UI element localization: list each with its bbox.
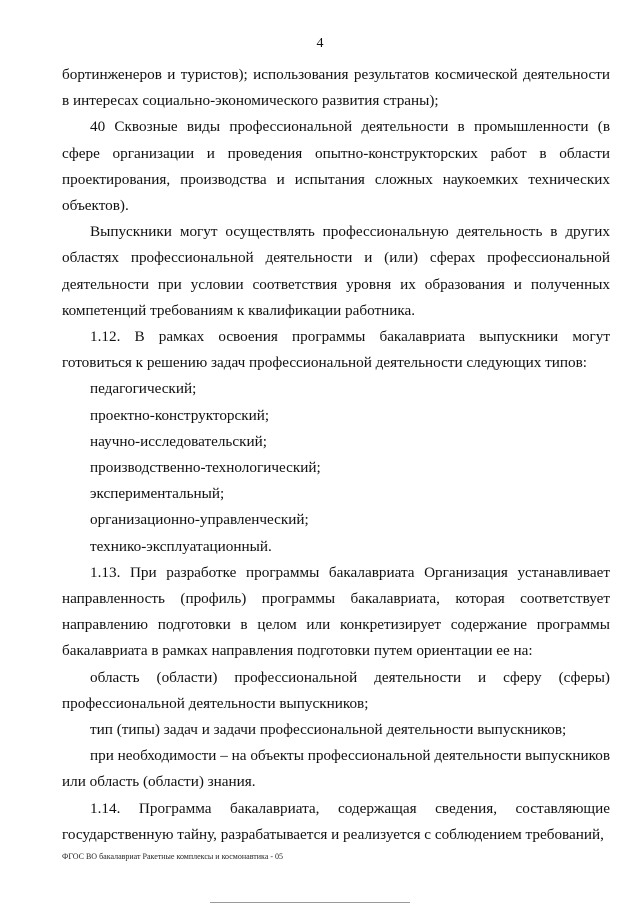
list-item: экспериментальный; [90, 485, 225, 503]
document-footer: ФГОС ВО бакалавриат Ракетные комплексы и космонавтика - 05 [62, 852, 284, 861]
paragraph: 1.13. При разработке программы бакалавриата Организация устанавливает направленность (профиль) программы бакалавриата, которая соответствует направлению подготовки в целом или конкретизирует содержание программы бакалавриата в рамках направления подготовки путем ориентации ее на: [62, 563, 610, 660]
paragraph: тип (типы) задач и задачи профессиональной деятельности выпускников; [90, 721, 567, 739]
list-item: проектно-конструкторский; [90, 406, 270, 424]
paragraph: Выпускники могут осуществлять профессиональную деятельность в других областях профессиональной деятельности и (или) сферах профессиональной деятельности при условии соответствия уровня их образования и полученных компетенций требованиям к квалификации работника. [62, 223, 610, 319]
paragraph: бортинженеров и туристов); использования результатов космической деятельности в интересах социально-экономического развития страны); [62, 66, 610, 110]
list-item: организационно-управленческий; [90, 511, 309, 529]
list-item: педагогический; [90, 380, 197, 398]
page-number: 4 [316, 36, 324, 51]
paragraph: при необходимости – на объекты профессиональной деятельности выпускников или область (области) знания. [62, 747, 610, 791]
paragraph: область (области) профессиональной деятельности и сферу (сферы) профессиональной деятельности выпускников; [62, 668, 610, 712]
paragraph: 1.12. В рамках освоения программы бакалавриата выпускники могут готовиться к решению задач профессиональной деятельности следующих типов: [62, 328, 610, 372]
scan-edge-line [210, 902, 410, 903]
paragraph: 1.14. Программа бакалавриата, содержащая сведения, составляющие государственную тайну, разрабатывается и реализуется с соблюдением требований, [62, 799, 610, 843]
document-body [62, 62, 610, 848]
paragraph: 40 Сквозные виды профессиональной деятельности в промышленности (в сфере организации и проведения опытно-конструкторских работ в области проектирования, производства и испытания сложных наукоемких технических объектов). [62, 118, 610, 215]
list-item: производственно-технологический; [90, 459, 321, 477]
list-item: научно-исследовательский; [90, 432, 267, 450]
list-item: технико-эксплуатационный. [90, 537, 272, 555]
